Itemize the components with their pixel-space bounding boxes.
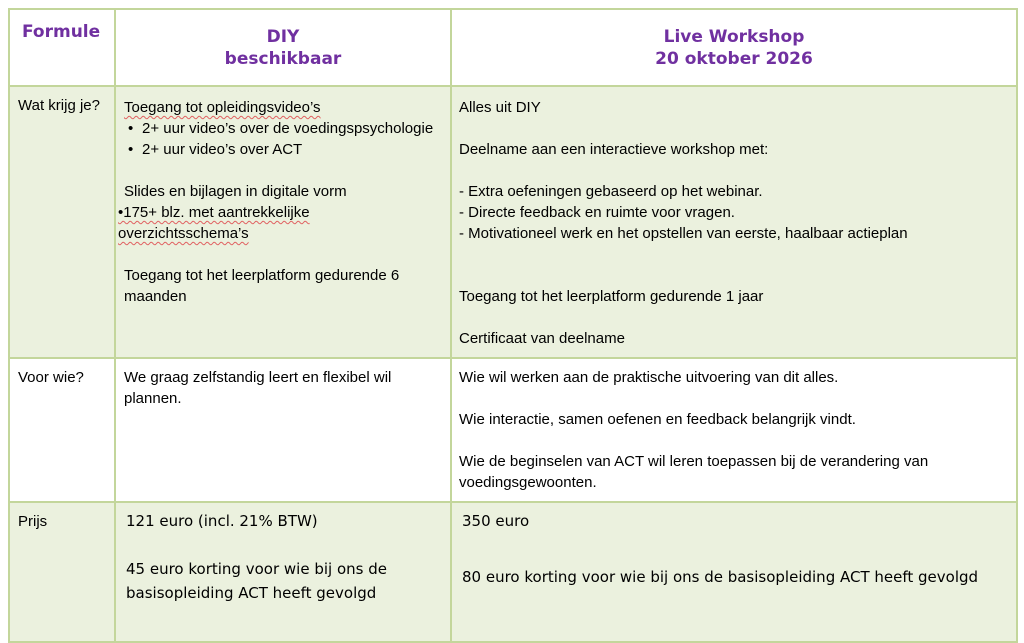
cell-live-wat	[451, 86, 1017, 358]
live-certificate: Certificaat van deelname	[459, 330, 625, 347]
cell-diy-wat	[115, 86, 451, 358]
live-item-3: - Motivationeel werk en het opstellen van eerste, haalbaar actieplan	[459, 225, 908, 242]
diy-platform: Toegang tot het leerplatform gedurende 6 maanden	[124, 267, 400, 305]
header-formule	[9, 9, 115, 86]
diy-bullet-2: • 2+ uur video’s over ACT	[124, 139, 442, 160]
diy-discount: 45 euro korting voor wie bij ons de basisopleiding ACT heeft gevolgd	[126, 560, 387, 602]
row-label-prijs	[9, 502, 115, 642]
row-voor-wie	[9, 358, 1017, 502]
cell-live-prijs	[451, 502, 1017, 642]
header-diy	[115, 9, 451, 86]
header-live-date: 20 oktober 2026	[655, 48, 813, 69]
diy-bullet-1: • 2+ uur video’s over de voedingspsychologie	[124, 118, 442, 139]
live-participation: Deelname aan een interactieve workshop met:	[459, 141, 769, 158]
live-discount: 80 euro korting voor wie bij ons de basisopleiding ACT heeft gevolgd	[462, 568, 979, 586]
row-wat-krijg-je	[9, 86, 1017, 358]
diy-pages-text: •175+ blz. met aantrekkelijke overzichtsschema’s	[118, 204, 310, 242]
header-diy-subtitle: beschikbaar	[224, 48, 342, 69]
cell-diy-prijs	[115, 502, 451, 642]
live-platform: Toegang tot het leerplatform gedurende 1 jaar	[459, 288, 764, 305]
label-text: Voor wie?	[18, 369, 84, 386]
live-item-2: - Directe feedback en ruimte voor vragen.	[459, 204, 735, 221]
diy-price: 121 euro (incl. 21% BTW)	[126, 512, 318, 530]
label-text: Wat krijg je?	[18, 97, 100, 114]
comparison-table	[8, 8, 1018, 643]
header-row	[9, 9, 1017, 86]
live-audience-1: Wie wil werken aan de praktische uitvoering van dit alles.	[459, 369, 839, 386]
header-formule-text: Formule	[22, 22, 101, 42]
header-live-title: Live Workshop	[663, 26, 805, 47]
live-price: 350 euro	[462, 512, 530, 530]
diy-intro-text: Toegang tot opleidingsvideo’s	[124, 99, 321, 116]
diy-intro	[124, 97, 442, 118]
live-audience-2: Wie interactie, samen oefenen en feedback belangrijk vindt.	[459, 411, 856, 428]
live-item-1: - Extra oefeningen gebaseerd op het webinar.	[459, 183, 763, 200]
cell-diy-voor	[115, 358, 451, 502]
diy-audience: We graag zelfstandig leert en flexibel wil plannen.	[124, 369, 392, 407]
diy-slides: Slides en bijlagen in digitale vorm	[124, 183, 347, 200]
live-all: Alles uit DIY	[459, 99, 541, 116]
cell-live-voor	[451, 358, 1017, 502]
row-label-wat	[9, 86, 115, 358]
label-text: Prijs	[18, 513, 48, 530]
live-audience-3: Wie de beginselen van ACT wil leren toepassen bij de verandering van voedingsgewoonten.	[459, 453, 929, 491]
header-diy-title: DIY	[266, 26, 300, 47]
row-prijs	[9, 502, 1017, 642]
header-live	[451, 9, 1017, 86]
row-label-voor	[9, 358, 115, 502]
diy-pages	[118, 202, 442, 244]
